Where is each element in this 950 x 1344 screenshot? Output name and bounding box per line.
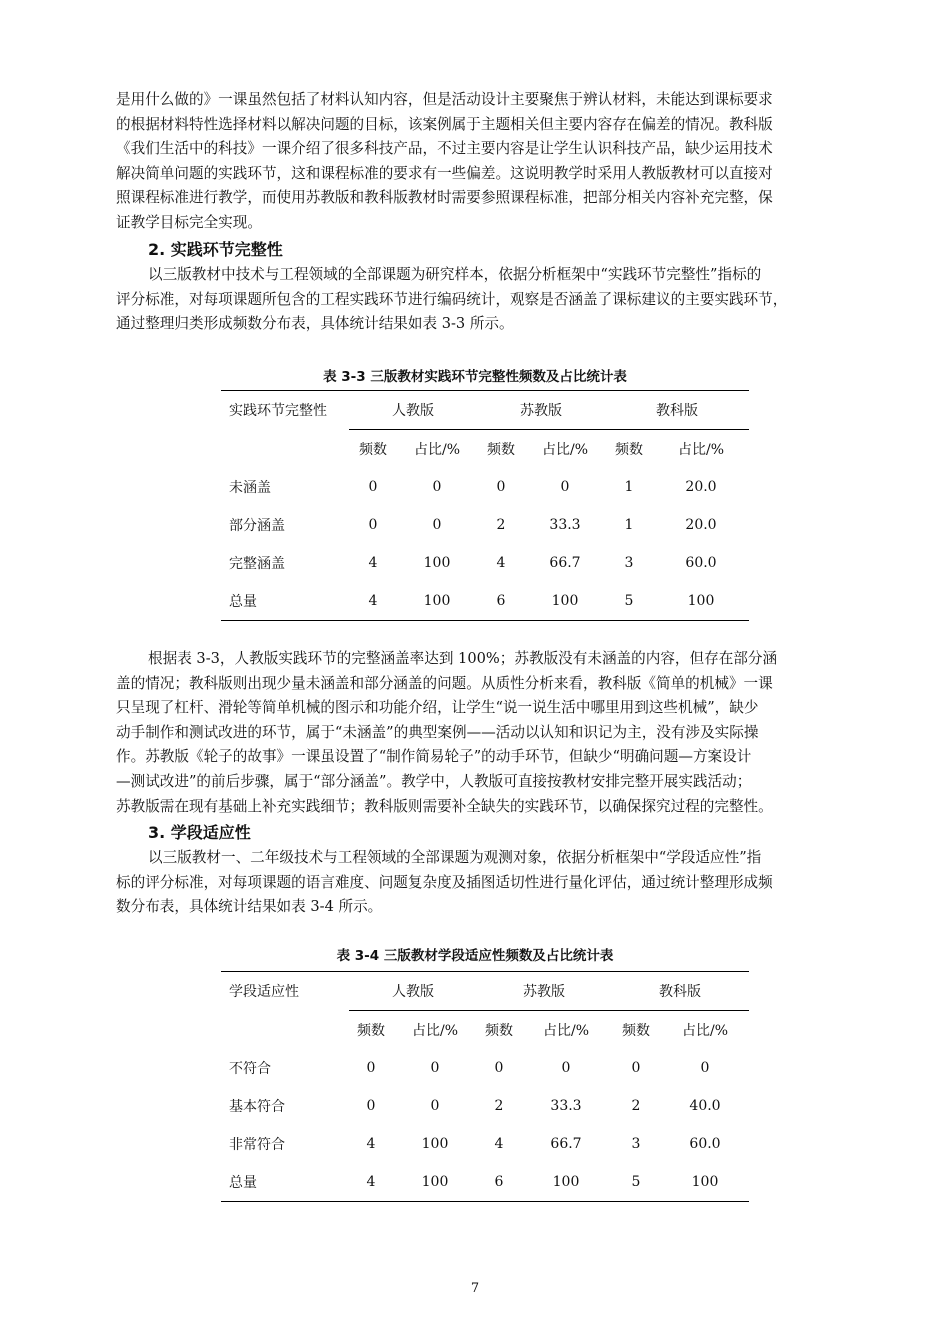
- column-header: 频数: [611, 1011, 661, 1050]
- text-line: 评分标准，对每项课题所包含的工程实践环节进行编码统计，观察是否涵盖了课标建议的主要实践环节，: [116, 290, 788, 308]
- column-header: 占比/%: [393, 1011, 477, 1050]
- paragraph-1: [116, 88, 864, 236]
- table-cell: 6: [477, 1163, 521, 1202]
- row-label: 总量: [221, 1163, 349, 1202]
- table-cell: 4: [349, 582, 397, 621]
- column-header: 频数: [605, 430, 653, 469]
- table-cell: 5: [605, 582, 653, 621]
- text-line: 《我们生活中的科技》一课介绍了很多科技产品，不过主要内容是让学生认识科技产品，缺少运用技术: [116, 140, 773, 158]
- row-label: 总量: [221, 582, 349, 621]
- paragraph-2: [116, 263, 864, 337]
- text-line: 解决简单问题的实践环节，这和课程标准的要求有一些偏差。这说明教学时采用人教版教材可以直接对: [116, 164, 773, 182]
- table-subheader-row: [221, 1011, 749, 1050]
- table-cell: 60.0: [689, 1136, 721, 1152]
- table-row: [221, 1049, 749, 1087]
- text-line: 盖的情况；教科版则出现少量未涵盖和部分涵盖的问题。从质性分析来看，教科版《简单的机械》一课: [116, 674, 773, 692]
- text-line: 以三版教材中技术与工程领域的全部课题为研究样本，依据分析框架中“实践环节完整性”指标的: [148, 266, 762, 283]
- table-corner-header: 学段适应性: [221, 972, 349, 1011]
- column-header: 频数: [349, 430, 397, 469]
- row-label: 基本符合: [229, 1099, 285, 1115]
- data-table-3-3: [221, 390, 749, 621]
- table-cell: 1: [624, 479, 634, 495]
- table-row: [221, 506, 749, 544]
- column-header: 占比/%: [653, 430, 749, 469]
- table-cell: 100: [421, 1136, 449, 1152]
- table-row: [221, 1163, 749, 1202]
- text-line: 数分布表，具体统计结果如表 3-4 所示。: [116, 898, 383, 916]
- table-header-row: [221, 972, 749, 1011]
- column-header: 频数: [477, 430, 525, 469]
- table-cell: 100: [397, 582, 477, 621]
- text-line: 标的评分标准，对每项课题的语言难度、问题复杂度及插图适切性进行量化评估，通过统计整理形成频: [116, 873, 773, 891]
- text-line: 的根据材料特性选择材料以解决问题的目标，该案例属于主题相关但主要内容存在偏差的情况。教科版: [116, 115, 773, 133]
- column-group-header: 教科版: [605, 391, 749, 430]
- row-label: 未涵盖: [229, 480, 271, 496]
- column-group-header: 苏教版: [477, 972, 611, 1011]
- table-cell: 20.0: [685, 517, 717, 533]
- table-cell: 2: [494, 1098, 504, 1114]
- table-cell: 4: [494, 1136, 504, 1152]
- table-cell: 100: [393, 1163, 477, 1202]
- row-label: 非常符合: [229, 1137, 285, 1153]
- column-header: 频数: [349, 1011, 393, 1050]
- column-group-header: 教科版: [611, 972, 749, 1011]
- table-cell: 3: [631, 1136, 641, 1152]
- table-row: [221, 468, 749, 506]
- column-group-header: 人教版: [349, 972, 477, 1011]
- table-cell: 20.0: [685, 479, 717, 495]
- column-group-header: 人教版: [349, 391, 477, 430]
- table-cell: 33.3: [550, 1098, 582, 1114]
- table-cell: 0: [631, 1060, 641, 1076]
- table-cell: 66.7: [550, 1136, 582, 1152]
- column-header: 占比/%: [661, 1011, 749, 1050]
- table-cell: 2: [496, 517, 506, 533]
- row-label: 不符合: [229, 1061, 271, 1077]
- table-cell: 4: [349, 1163, 393, 1202]
- paragraph-4: [116, 846, 864, 920]
- row-label: 部分涵盖: [229, 518, 285, 534]
- table-cell: 0: [430, 1098, 440, 1114]
- table-cell: 4: [366, 1136, 376, 1152]
- column-header: 频数: [477, 1011, 521, 1050]
- text-line: —测试改进”的前后步骤，属于“部分涵盖”。教学中，人教版可直接按教材安排完整开展实践活动；: [116, 772, 752, 790]
- column-header: 占比/%: [397, 430, 477, 469]
- table-cell: 0: [430, 1060, 440, 1076]
- table-header-row: [221, 391, 749, 430]
- page-number: 7: [470, 1281, 480, 1296]
- table-cell: 0: [700, 1060, 710, 1076]
- table-cell: 0: [561, 1060, 571, 1076]
- text-line: 根据表 3-3，人教版实践环节的完整涵盖率达到 100%；苏教版没有未涵盖的内容，但存在部分涵: [148, 650, 778, 667]
- table-cell: 4: [496, 555, 506, 571]
- table-caption: 表 3-3 三版教材实践环节完整性频数及占比统计表: [323, 369, 627, 385]
- table-cell: 60.0: [685, 555, 717, 571]
- table-cell: 0: [432, 517, 442, 533]
- text-line: 以三版教材一、二年级技术与工程领域的全部课题为观测对象，依据分析框架中“学段适应性”指: [148, 849, 762, 866]
- table-row: [221, 544, 749, 582]
- text-line: 通过整理归类形成频数分布表，具体统计结果如表 3-3 所示。: [116, 315, 514, 333]
- table-row: [221, 1087, 749, 1125]
- section-heading-3: 3. 学段适应性: [148, 823, 251, 842]
- table-caption: 表 3-4 三版教材学段适应性频数及占比统计表: [336, 948, 614, 964]
- table-cell: 33.3: [549, 517, 581, 533]
- table-cell: 100: [525, 582, 605, 621]
- table-cell: 66.7: [549, 555, 581, 571]
- column-header: 占比/%: [525, 430, 605, 469]
- table-cell: 6: [477, 582, 525, 621]
- text-line: 苏教版需在现有基础上补充实践细节；教科版则需要补全缺失的实践环节，以确保探究过程的完整性。: [116, 797, 773, 815]
- table-cell: 0: [432, 479, 442, 495]
- text-line: 证教学目标完全实现。: [116, 213, 262, 231]
- table-cell: 5: [611, 1163, 661, 1202]
- column-group-header: 苏教版: [477, 391, 605, 430]
- table-cell: 0: [366, 1098, 376, 1114]
- table-cell: 0: [368, 479, 378, 495]
- text-line: 是用什么做的》一课虽然包括了材料认知内容，但是活动设计主要聚焦于辨认材料，未能达到课标要求: [116, 91, 773, 108]
- text-line: 照课程标准进行教学，而使用苏教版和教科版教材时需要参照课程标准，把部分相关内容补充完整，保: [116, 189, 773, 207]
- text-line: 作。苏教版《轮子的故事》一课虽设置了“制作简易轮子”的动手环节，但缺少“明确问题—方案设计: [116, 748, 752, 766]
- table-cell: 0: [496, 479, 506, 495]
- table-cell: 100: [653, 582, 749, 621]
- table-cell: 0: [560, 479, 570, 495]
- table-cell: 100: [423, 555, 451, 571]
- table-cell: 40.0: [689, 1098, 721, 1114]
- table-cell: 4: [368, 555, 378, 571]
- table-cell: 100: [661, 1163, 749, 1202]
- table-cell: 1: [624, 517, 634, 533]
- column-header: 占比/%: [521, 1011, 611, 1050]
- table-cell: 3: [624, 555, 634, 571]
- row-label: 完整涵盖: [229, 556, 285, 572]
- table-cell: 0: [366, 1060, 376, 1076]
- table-cell: 2: [631, 1098, 641, 1114]
- table-cell: 100: [521, 1163, 611, 1202]
- table-subheader-row: [221, 430, 749, 469]
- section-heading-2: 2. 实践环节完整性: [148, 240, 283, 259]
- table-corner-header: 实践环节完整性: [221, 391, 349, 430]
- table-cell: 0: [368, 517, 378, 533]
- data-table-3-4: [221, 971, 749, 1202]
- table-row: [221, 582, 749, 621]
- table-row: [221, 1125, 749, 1163]
- text-line: 只呈现了杠杆、滑轮等简单机械的图示和功能介绍，让学生“说一说生活中哪里用到这些机械”，缺少: [116, 699, 759, 717]
- table-cell: 0: [494, 1060, 504, 1076]
- text-line: 动手制作和测试改进的环节，属于“未涵盖”的典型案例——活动以认知和识记为主，没有涉及实际操: [116, 723, 759, 741]
- paragraph-3: [116, 647, 864, 819]
